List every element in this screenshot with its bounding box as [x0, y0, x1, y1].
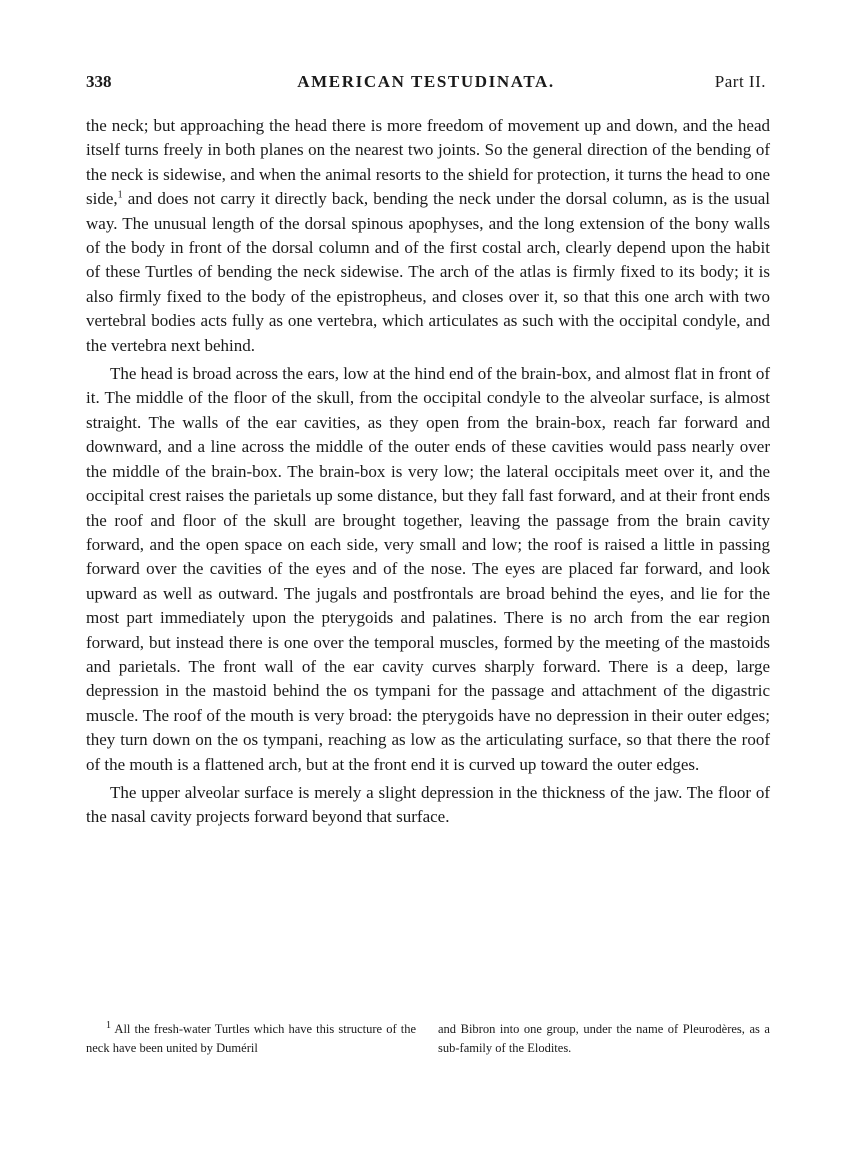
footnote-reference: 1	[117, 189, 123, 201]
paragraph: The upper alveolar surface is merely a slight depression in the thickness of the jaw. The floor of the nasal cavity projects forward beyond that surface.	[86, 782, 770, 827]
paragraph: The head is broad across the ears, low at the hind end of the brain-box, and almost flat in front of it. The middle of the floor of the skull, from the occipital condyle to the alveolar surface, is almost straight. The walls of the ear cavities, as they open from the brain-box, reach far forward and downward, and a line across the middle of the outer ends of these cavities would pass nearly over the middle of the brain-box. The brain-box is very low; the lateral occipitals meet over it, and the occipital crest raises the parietals up some distance, but they fall fast forward, and at their front ends the roof and floor of the skull are brought together, leaving the passage from the brain cavity forward, and the open space on each side, very small and low; the roof is raised a little in passing forward over the cavities of the eyes and of the nose. The eyes are placed far forward, and look upward as well as outward. The jugals and postfrontals are broad behind the eyes, and lie for the most part immediately upon the pterygoids and palatines. There is no arch from the ear region forward, but instead there is one over the temporal muscles, formed by the meeting of the mastoids and parietals. The front wall of the ear cavity curves sharply forward. There is a deep, large depression in the mastoid behind the os tympani for the passage and attachment of the digastric muscle. The roof of the mouth is very broad: the pterygoids have no depression in their outer edges; they turn down on the os tympani, reaching as low as the articulating surface, so that there the roof of the mouth is a flattened arch, but at the front end it is curved up toward the outer edges.	[86, 364, 770, 774]
footnote-column-2: and Bibron into one group, under the name of Pleurodères, as a sub-family of the Elodites.	[438, 1022, 770, 1055]
paragraph-text-continued: and does not carry it directly back, bending the neck under the dorsal column, as is the usual way. The unusual length of the dorsal spinous apophyses, and the long extension of the bony walls of the body in front of the dorsal column and of the first costal arch, clearly depend upon the habit of these Turtles of bending the neck sidewise. The arch of the atlas is firmly fixed to its body; it is also firmly fixed to the body of the epistropheus, and closes over it, so that this one arch with two vertebral bodies acts fully as one vertebra, which articulates as such with the occipital condyle, and the vertebra next behind.	[86, 189, 770, 355]
footnote-column-1	[86, 1020, 416, 1058]
part-label: Part II.	[714, 72, 766, 91]
footnote-text: All the fresh-water Turtles which have this structure of the neck have been united by Duméril	[86, 1022, 416, 1055]
running-title: AMERICAN TESTUDINATA.	[297, 72, 555, 91]
main-text	[86, 114, 770, 830]
footnotes	[86, 1020, 770, 1058]
paragraph-continued	[86, 114, 770, 358]
running-header	[86, 72, 766, 96]
paragraph-text: the neck; but approaching the head there is more freedom of movement up and down, and the head itself turns freely in both planes on the nearest two joints. So the general direction of the bending of the neck is sidewise, and when the animal resorts to the shield for protection, it turns the head to one side,	[86, 116, 770, 209]
page-number: 338	[86, 72, 112, 91]
footnote-marker: 1	[106, 1019, 111, 1031]
